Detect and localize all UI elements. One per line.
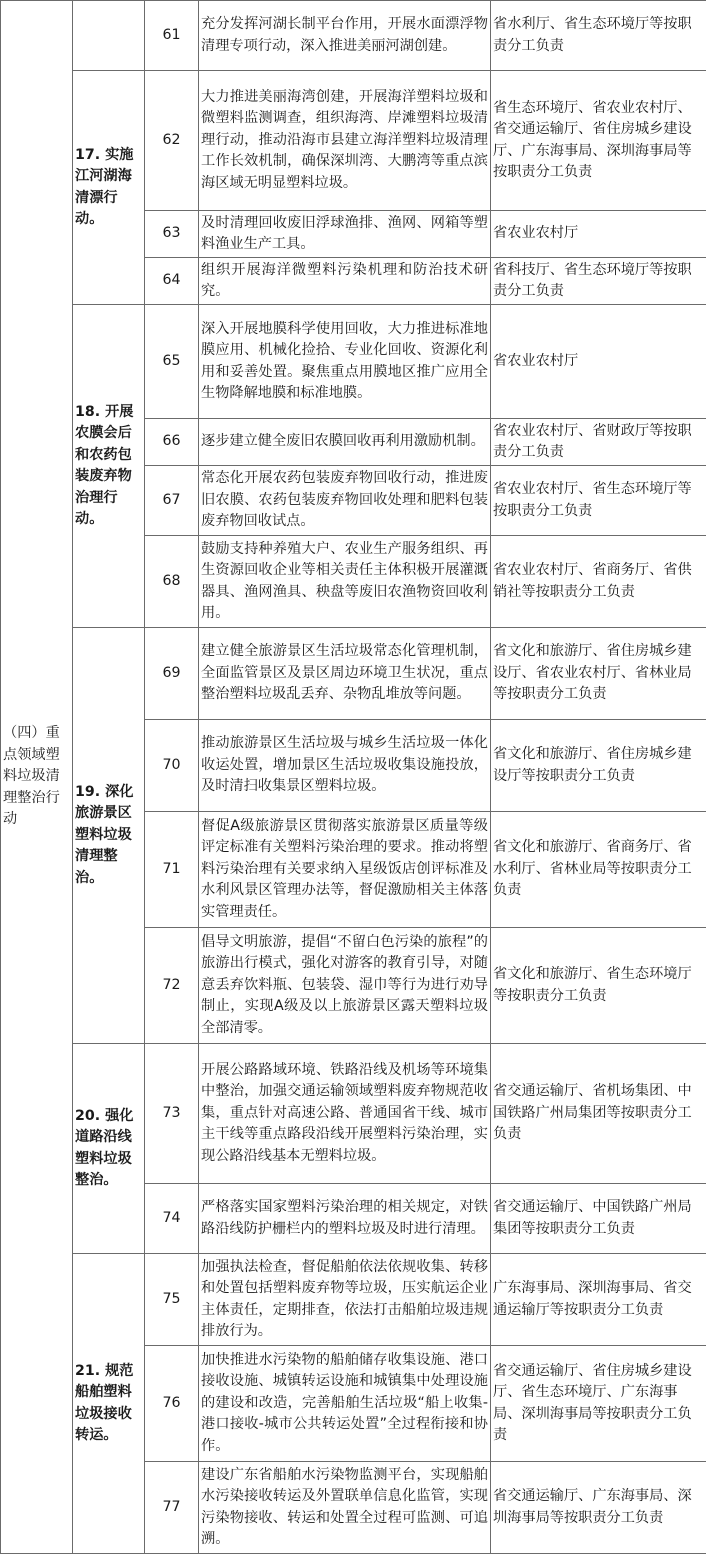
task-text: 鼓励支持种养殖大户、农业生产服务组织、再生资源回收企业等相关责任主体积极开展灌溉器具、渔网渔具、秧盘等废旧农渔物资回收利用。	[199, 536, 491, 628]
item-number: 66	[145, 419, 199, 466]
task-text: 严格落实国家塑料污染治理的相关规定，对铁路沿线防护栅栏内的塑料垃圾及时进行清理。	[199, 1184, 491, 1254]
task-text: 充分发挥河湖长制平台作用，开展水面漂浮物清理专项行动，深入推进美丽河湖创建。	[199, 1, 491, 71]
responsible-departments: 省交通运输厅、省住房城乡建设厅、省生态环境厅、广东海事局、深圳海事局等按职责分工负责	[491, 1346, 706, 1462]
task-text: 组织开展海洋微塑料污染机理和防治技术研究。	[199, 258, 491, 305]
item-number: 71	[145, 812, 199, 928]
responsible-departments: 省农业农村厅、省财政厅等按职责分工负责	[491, 419, 706, 466]
responsible-departments: 省交通运输厅、广东海事局、深圳海事局等按职责分工负责	[491, 1462, 706, 1554]
item-number: 68	[145, 536, 199, 628]
table-row	[1, 1044, 706, 1184]
item-number: 77	[145, 1462, 199, 1554]
item-number: 72	[145, 928, 199, 1044]
task-text: 建设广东省船舶水污染物监测平台，实现船舶水污染接收转运及外置联单信息化监管，实现污染物接收、转运和处置全过程可监测、可追溯。	[199, 1462, 491, 1554]
responsible-departments: 省文化和旅游厅、省住房城乡建设厅等按职责分工负责	[491, 720, 706, 812]
task-text: 推动旅游景区生活垃圾与城乡生活垃圾一体化收运处置，增加景区生活垃圾收集设施投放，及时清扫收集景区塑料垃圾。	[199, 720, 491, 812]
action-cell: 17. 实施江河湖海清漂行动。	[73, 71, 145, 305]
table-row	[1, 305, 706, 419]
responsible-departments: 省农业农村厅	[491, 305, 706, 419]
item-number: 76	[145, 1346, 199, 1462]
action-cell: 20. 强化道路沿线塑料垃圾整治。	[73, 1044, 145, 1254]
item-number: 75	[145, 1254, 199, 1346]
task-text: 倡导文明旅游，提倡“不留白色污染的旅程”的旅游出行模式，强化对游客的教育引导，对随意丢弃饮料瓶、包装袋、湿巾等行为进行劝导制止，实现A级及以上旅游景区露天塑料垃圾全部清零。	[199, 928, 491, 1044]
item-number: 70	[145, 720, 199, 812]
item-number: 73	[145, 1044, 199, 1184]
item-number: 74	[145, 1184, 199, 1254]
task-text: 大力推进美丽海湾创建，开展海洋塑料垃圾和微塑料监测调查，组织海湾、岸滩塑料垃圾清理行动，推动沿海市县建立海洋塑料垃圾清理工作长效机制，确保深圳湾、大鹏湾等重点滨海区域无明显塑料垃圾。	[199, 71, 491, 211]
responsible-departments: 省水利厅、省生态环境厅等按职责分工负责	[491, 1, 706, 71]
item-number: 69	[145, 628, 199, 720]
task-text: 深入开展地膜科学使用回收，大力推进标准地膜应用、机械化捡拾、专业化回收、资源化利用和妥善处置。聚焦重点用膜地区推广应用全生物降解地膜和标准地膜。	[199, 305, 491, 419]
item-number: 63	[145, 211, 199, 258]
responsible-departments: 省文化和旅游厅、省商务厅、省水利厅、省林业局等按职责分工负责	[491, 812, 706, 928]
item-number: 62	[145, 71, 199, 211]
item-number: 65	[145, 305, 199, 419]
task-text: 加快推进水污染物的船舶储存收集设施、港口接收设施、城镇转运设施和城镇集中处理设施的建设和改造，完善船舶生活垃圾“船上收集-港口接收-城市公共转运处置”全过程衔接和协作。	[199, 1346, 491, 1462]
table-row	[1, 628, 706, 720]
responsible-departments: 省文化和旅游厅、省住房城乡建设厅、省农业农村厅、省林业局等按职责分工负责	[491, 628, 706, 720]
key-area-cell: （四）重点领域塑料垃圾清理整治行动	[1, 1, 73, 1554]
task-text: 逐步建立健全废旧农膜回收再利用激励机制。	[199, 419, 491, 466]
responsible-departments: 省交通运输厅、省机场集团、中国铁路广州局集团等按职责分工负责	[491, 1044, 706, 1184]
responsible-departments: 省农业农村厅、省商务厅、省供销社等按职责分工负责	[491, 536, 706, 628]
table-row	[1, 1, 706, 71]
task-text: 及时清理回收废旧浮球渔排、渔网、网箱等塑料渔业生产工具。	[199, 211, 491, 258]
responsible-departments: 省农业农村厅、省生态环境厅等按职责分工负责	[491, 466, 706, 536]
task-text: 加强执法检查，督促船舶依法依规收集、转移和处置包括塑料废弃物等垃圾，压实航运企业主体责任，定期排查，依法打击船舶垃圾违规排放行为。	[199, 1254, 491, 1346]
responsible-departments: 省生态环境厅、省农业农村厅、省交通运输厅、省住房城乡建设厅、广东海事局、深圳海事局等按职责分工负责	[491, 71, 706, 211]
item-number: 67	[145, 466, 199, 536]
task-text: 常态化开展农药包装废弃物回收行动，推进废旧农膜、农药包装废弃物回收处理和肥料包装废弃物回收试点。	[199, 466, 491, 536]
responsible-departments: 省文化和旅游厅、省生态环境厅等按职责分工负责	[491, 928, 706, 1044]
item-number: 64	[145, 258, 199, 305]
action-cell: 18. 开展农膜会后和农药包装废弃物治理行动。	[73, 305, 145, 628]
responsible-departments: 广东海事局、深圳海事局、省交通运输厅等按职责分工负责	[491, 1254, 706, 1346]
responsible-departments: 省科技厅、省生态环境厅等按职责分工负责	[491, 258, 706, 305]
responsible-departments: 省交通运输厅、中国铁路广州局集团等按职责分工负责	[491, 1184, 706, 1254]
action-cell: 21. 规范船舶塑料垃圾接收转运。	[73, 1254, 145, 1554]
task-text: 建立健全旅游景区生活垃圾常态化管理机制，全面监管景区及景区周边环境卫生状况，重点整治塑料垃圾乱丢弃、杂物乱堆放等问题。	[199, 628, 491, 720]
task-text: 督促A级旅游景区贯彻落实旅游景区质量等级评定标准有关塑料污染治理的要求。推动将塑料污染治理有关要求纳入星级饭店创评标准及水利风景区管理办法等，督促激励相关主体落实管理责任。	[199, 812, 491, 928]
item-number: 61	[145, 1, 199, 71]
task-text: 开展公路路域环境、铁路沿线及机场等环境集中整治，加强交通运输领域塑料废弃物规范收集，重点针对高速公路、普通国省干线、城市主干线等重点路段沿线开展塑料污染治理，实现公路沿线基本无塑料垃圾。	[199, 1044, 491, 1184]
table-row	[1, 1254, 706, 1346]
responsible-departments: 省农业农村厅	[491, 211, 706, 258]
action-cell: 19. 深化旅游景区塑料垃圾清理整治。	[73, 628, 145, 1044]
action-cell	[73, 1, 145, 71]
table-row	[1, 71, 706, 211]
